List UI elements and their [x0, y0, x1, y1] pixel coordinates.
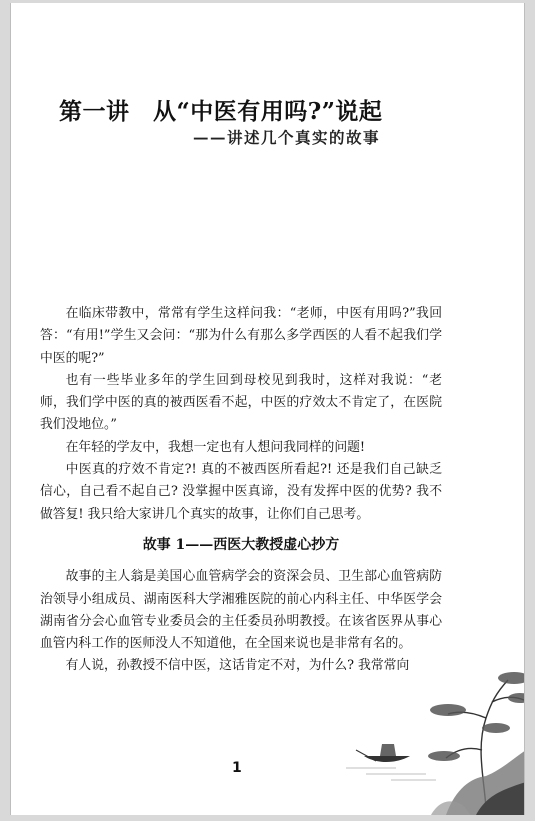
- paragraph: 中医真的疗效不肯定?! 真的不被西医所看起?! 还是我们自己缺乏信心，自己看不起自己? 没掌握中医真谛，没有发挥中医的优势? 我不做答复! 我只给大家讲几个真实的故事，让你们自己思考。: [40, 462, 442, 522]
- book-page: [10, 3, 525, 815]
- boat-icon: [356, 744, 410, 762]
- page-number: 1: [232, 760, 242, 776]
- paragraph: 故事的主人翁是美国心血管病学会的资深会员、卫生部心血管病防治领导小组成员、湖南医科大学湘雅医院的前心内科主任、中华医学会湖南省分会心血管专业委员会的主任委员孙明教授。在该省医界从事心血管内科工作的医师没人不知道他，在全国来说也是非常有名的。: [40, 569, 442, 652]
- paragraph: 有人说，孙教授不信中医，这话肯定不对，为什么? 我常常向: [65, 658, 410, 674]
- paragraph: 也有一些毕业多年的学生回到母校见到我时，这样对我说：“老师，我们学中医的真的被西医看不起，中医的疗效太不肯定了，在医院我们没地位。”: [40, 372, 442, 433]
- chapter-subtitle: ——讲述几个真实的故事: [193, 128, 381, 147]
- story-heading: 故事 1——西医大教授虚心抄方: [142, 536, 340, 553]
- chapter-title: 第一讲 从“中医有用吗?”说起: [59, 98, 383, 125]
- body-text: [40, 303, 442, 678]
- paragraph: 在临床带教中，常常有学生这样问我：“老师，中医有用吗?”我回答：“有用!”学生又会问：“那为什么有那么多学西医的人看不起我们学中医的呢?”: [40, 306, 442, 366]
- ink-landscape-decoration: [336, 658, 525, 815]
- paragraph: 在年轻的学友中，我想一定也有人想问我同样的问题!: [65, 439, 366, 455]
